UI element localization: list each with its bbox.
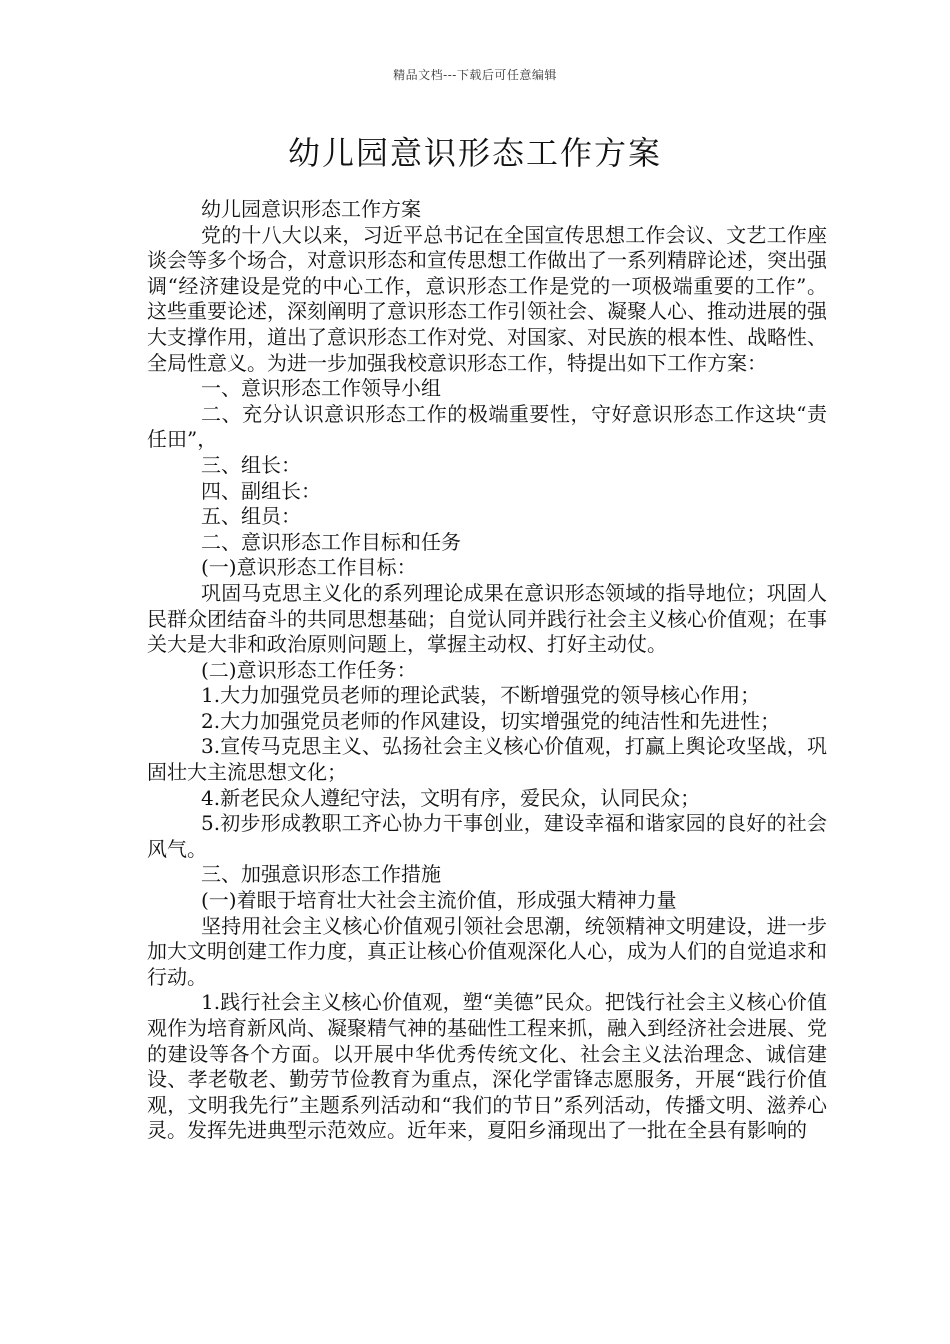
paragraph: 一、意识形态工作领导小组 (201, 376, 441, 401)
paragraph: 党的十八大以来，习近平总书记在全国宣传思想工作会议、文艺工作座谈会等多个场合，对意识形态和宣传思想工作做出了一系列精辟论述，突出强调“经济建设是党的中心工作，意识形态工作是党的一项极端重要的工作”。这些重要论述，深刻阐明了意识形态工作引领社会、凝聚人心、推动进展的强大支撑作用，道出了意识形态工作对党、对国家、对民族的根本性、战略性、全局性意义。为进一步加强我校意识形态工作，特提出如下工作方案： (147, 222, 827, 375)
paragraph: 3.宣传马克思主义、弘扬社会主义核心价值观，打赢上舆论攻坚战，巩固壮大主流思想文化； (147, 734, 827, 785)
paragraph: (一)着眼于培育壮大社会主流价值，形成强大精神力量 (201, 888, 677, 913)
header-note: 精品文档---下载后可任意编辑 (393, 68, 557, 82)
paragraph: 四、副组长： (201, 478, 321, 503)
paragraph: 幼儿园意识形态工作方案 (201, 197, 421, 221)
paragraph: 1.大力加强党员老师的理论武装，不断增强党的领导核心作用； (201, 683, 761, 708)
paragraph: 二、充分认识意识形态工作的极端重要性，守好意识形态工作这块“责任田”， (147, 401, 827, 452)
paragraph: 三、组长： (201, 452, 301, 477)
paragraph: (一)意识形态工作目标： (201, 555, 417, 580)
paragraph: 2.大力加强党员老师的作风建设，切实增强党的纯洁性和先进性； (201, 708, 781, 733)
paragraph: 二、意识形态工作目标和任务 (201, 529, 461, 554)
paragraph: 5.初步形成教职工齐心协力干事创业，建设幸福和谐家园的良好的社会风气。 (147, 811, 827, 861)
paragraph: (二)意识形态工作任务： (201, 657, 417, 682)
paragraph: 坚持用社会主义核心价值观引领社会思潮，统领精神文明建设，进一步加大文明创建工作力度，真正让核心价值观深化人心，成为人们的自觉追求和行动。 (147, 913, 827, 989)
paragraph: 1.践行社会主义核心价值观，塑“美德”民众。把饯行社会主义核心价值观作为培育新风尚、凝聚精气神的基础性工程来抓，融入到经济社会进展、党的建设等各个方面。以开展中华优秀传统文化、社会主义法治理念、诚信建设、孝老敬老、勤劳节俭教育为重点，深化学雷锋志愿服务，开展“践行价值观，文明我先行”主题系列活动和“我们的节日”系列活动，传播文明、滋养心灵。发挥先进典型示范效应。近年来，夏阳乡涌现出了一批在全县有影响的 (147, 990, 827, 1143)
paragraph: 4.新老民众人遵纪守法，文明有序，爱民众，认同民众； (201, 785, 701, 810)
document-body (147, 197, 827, 1144)
paragraph: 三、加强意识形态工作措施 (201, 862, 441, 887)
document-title: 幼儿园意识形态工作方案 (287, 134, 662, 172)
paragraph: 五、组员： (201, 504, 301, 529)
paragraph: 巩固马克思主义化的系列理论成果在意识形态领域的指导地位；巩固人民群众团结奋斗的共同思想基础；自觉认同并践行社会主义核心价值观；在事关大是大非和政治原则问题上，掌握主动权、打好主动仗。 (147, 580, 827, 657)
